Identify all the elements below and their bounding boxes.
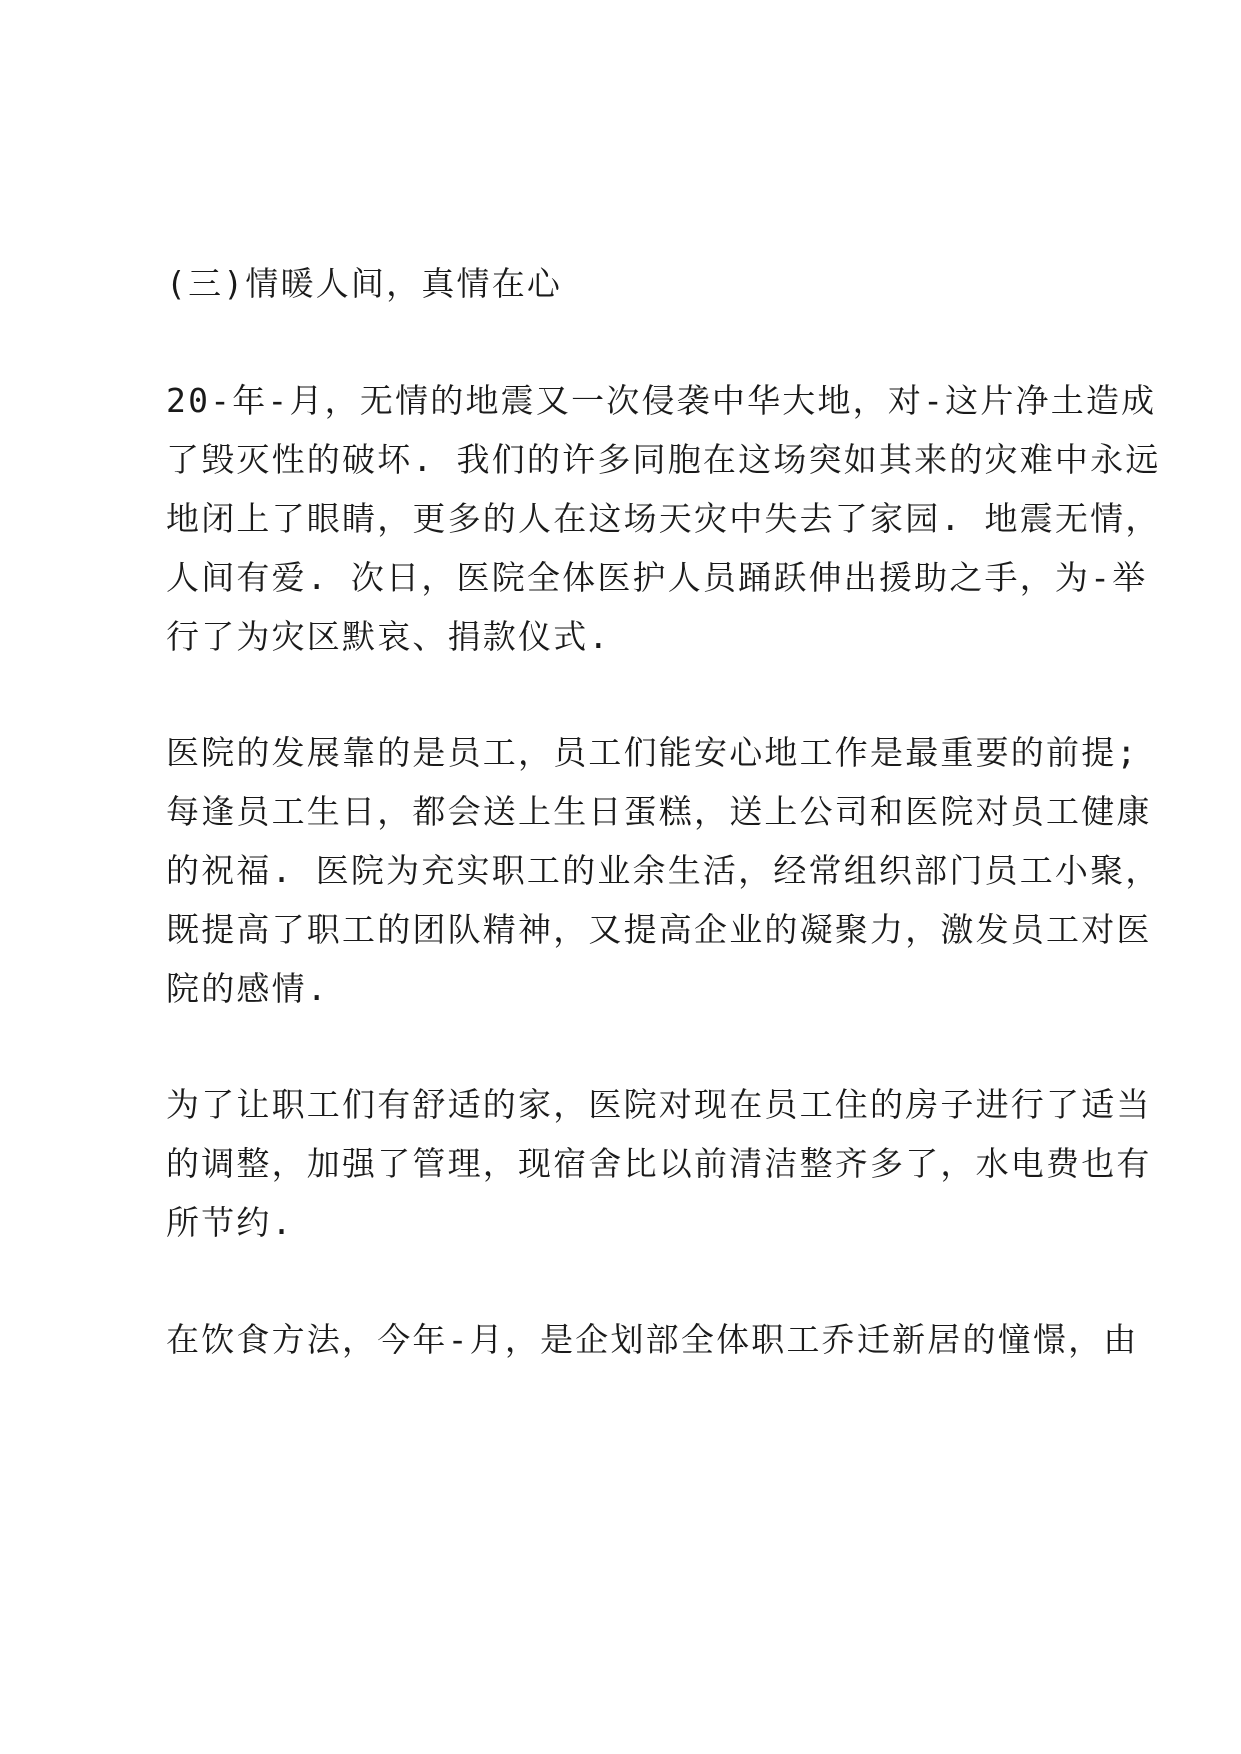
paragraph-line: 了毁灭性的破坏. 我们的许多同胞在这场突如其来的灾难中永远 (166, 440, 1161, 479)
paragraph-line: 的调整，加强了管理，现宿舍比以前清洁整齐多了，水电费也有 (166, 1144, 1152, 1183)
paragraph-line: 的祝福. 医院为充实职工的业余生活，经常组织部门员工小聚， (166, 851, 1161, 890)
paragraph-line: 所节约. (166, 1203, 294, 1242)
paragraph-line: 人间有爱. 次日，医院全体医护人员踊跃伸出援助之手，为-举 (166, 558, 1148, 597)
paragraph-line: 为了让职工们有舒适的家，医院对现在员工住的房子进行了适当 (166, 1085, 1152, 1124)
section-heading: (三)情暖人间，真情在心 (166, 264, 563, 303)
paragraph-line: 医院的发展靠的是员工，员工们能安心地工作是最重要的前提; (166, 733, 1139, 772)
paragraph-line: 院的感情. (166, 969, 329, 1008)
paragraph-line: 既提高了职工的团队精神，又提高企业的凝聚力，激发员工对医 (166, 910, 1152, 949)
paragraph-line: 行了为灾区默哀、捐款仪式. (166, 617, 611, 656)
paragraph-line: 在饮食方法，今年-月，是企划部全体职工乔迁新居的憧憬，由 (166, 1320, 1139, 1359)
paragraph-line: 每逢员工生日，都会送上生日蛋糕，送上公司和医院对员工健康 (166, 792, 1152, 831)
paragraph-line: 地闭上了眼睛，更多的人在这场天灾中失去了家园. 地震无情， (166, 499, 1161, 538)
paragraph-line: 20-年-月，无情的地震又一次侵袭中华大地，对-这片净土造成 (166, 381, 1157, 420)
